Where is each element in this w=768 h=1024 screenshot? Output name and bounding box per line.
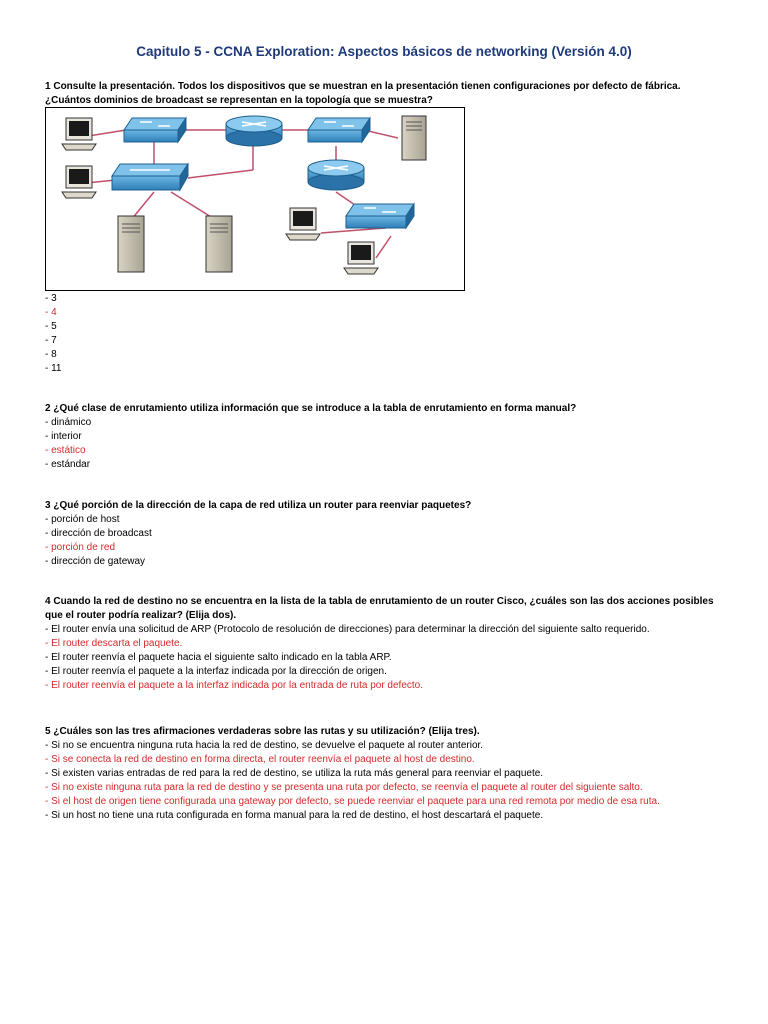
answer-option: - estándar (45, 459, 91, 470)
question-4 (45, 595, 725, 693)
answer-option: - Si existen varias entradas de red para la red de destino, se utiliza la ruta más general para reenviar el paquete. (45, 768, 544, 779)
pc-icon (62, 166, 96, 198)
answer-option-correct: - porción de red (45, 542, 116, 553)
page-title: Capitulo 5 - CCNA Exploration: Aspectos básicos de networking (Versión 4.0) (136, 44, 632, 59)
answer-option-correct: - estático (45, 445, 86, 456)
topology-svg (46, 108, 464, 290)
pc-icon (286, 208, 320, 240)
question-1-text: 1 Consulte la presentación. Todos los dispositivos que se muestran en la presentación tienen configuraciones por defecto de fábrica. ¿Cuántos dominios de broadcast se representan en la topología que se muestra? (45, 81, 681, 106)
answer-option-correct: - Si no existe ninguna ruta para la red de destino y se presenta una ruta por defecto, se reenvía el paquete al router del siguiente salto. (45, 782, 643, 793)
answer-option: - 3 (45, 293, 57, 304)
answer-option: - porción de host (45, 514, 120, 525)
answer-option: - El router reenvía el paquete a la interfaz indicada por la dirección de origen. (45, 666, 387, 677)
answer-option: - dinámico (45, 417, 92, 428)
question-5 (45, 725, 725, 823)
answer-option-correct: - 4 (45, 307, 57, 318)
answer-option: - El router envía una solicitud de ARP (Protocolo de resolución de direcciones) para determinar la dirección del siguiente salto requerido. (45, 624, 650, 635)
pc-icon (344, 242, 378, 274)
switch-icon (308, 118, 370, 142)
answer-option: - Si no se encuentra ninguna ruta hacia la red de destino, se devuelve el paquete al router anterior. (45, 740, 484, 751)
question-2 (45, 402, 725, 472)
question-3-text: 3 ¿Qué porción de la dirección de la capa de red utiliza un router para reenviar paquetes? (45, 500, 472, 511)
server-icon (206, 216, 232, 272)
switch-icon (346, 204, 414, 228)
network-topology-figure (45, 107, 465, 291)
question-2-text: 2 ¿Qué clase de enrutamiento utiliza información que se introduce a la tabla de enrutamiento en forma manual? (45, 403, 577, 414)
answer-option: - dirección de broadcast (45, 528, 152, 539)
hub-icon (112, 164, 188, 190)
router-icon (308, 160, 364, 190)
answer-option-correct: - Si se conecta la red de destino en forma directa, el router reenvía el paquete al host de destino. (45, 754, 475, 765)
answer-option: - 7 (45, 335, 57, 346)
answer-option-correct: - El router descarta el paquete. (45, 638, 183, 649)
server-icon (402, 116, 426, 160)
question-5-text: 5 ¿Cuáles son las tres afirmaciones verdaderas sobre las rutas y su utilización? (Elija tres). (45, 726, 480, 737)
question-1-options (45, 292, 725, 376)
answer-option-correct: - Si el host de origen tiene configurada una gateway por defecto, se puede reenviar el paquete para una red remota por medio de esa ruta. (45, 796, 660, 807)
answer-option-correct: - El router reenvía el paquete a la interfaz indicada por la entrada de ruta por defecto. (45, 680, 424, 691)
pc-icon (62, 118, 96, 150)
answer-option: - 8 (45, 349, 57, 360)
answer-option: - interior (45, 431, 82, 442)
answer-option: - 11 (45, 363, 62, 374)
answer-option: - dirección de gateway (45, 556, 146, 567)
question-3 (45, 499, 725, 569)
question-1 (45, 80, 725, 108)
switch-icon (124, 118, 186, 142)
server-icon (118, 216, 144, 272)
answer-option: - El router reenvía el paquete hacia el siguiente salto indicado en la tabla ARP. (45, 652, 392, 663)
router-icon (226, 116, 282, 146)
question-4-text: 4 Cuando la red de destino no se encuentra en la lista de la tabla de enrutamiento de un router Cisco, ¿cuáles son las dos acciones posibles que el router podría realizar? (Elija dos). (45, 596, 714, 621)
answer-option: - Si un host no tiene una ruta configurada en forma manual para la red de destino, el host descartará el paquete. (45, 810, 544, 821)
answer-option: - 5 (45, 321, 57, 332)
